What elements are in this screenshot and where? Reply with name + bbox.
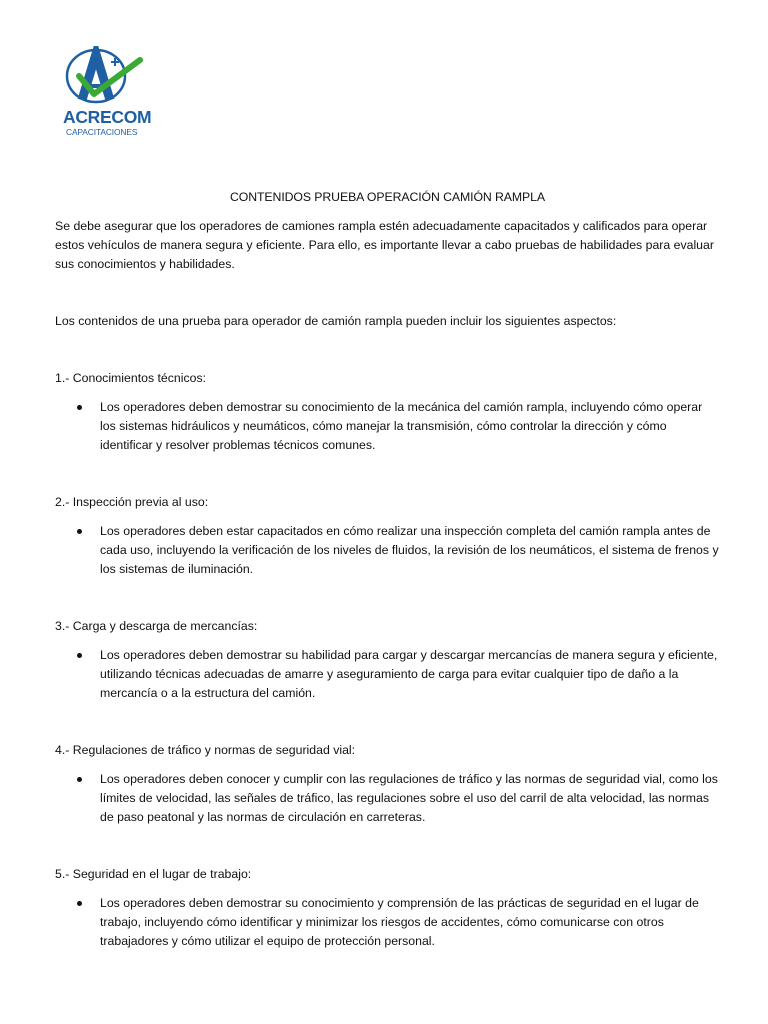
list-item: [55, 522, 720, 579]
section-4: [55, 741, 720, 827]
lead-paragraph: Los contenidos de una prueba para operador de camión rampla pueden incluir los siguientes aspectos:: [55, 314, 617, 328]
bullet-list: [55, 770, 720, 827]
section-1: [55, 369, 720, 455]
list-item: [55, 894, 720, 951]
bullet-list: [55, 398, 720, 455]
bullet-text: Los operadores deben estar capacitados en cómo realizar una inspección completa del camión rampla antes de cada uso, incluyendo la verificación de los niveles de fluidos, la revisión de los neumáticos, el sistema de frenos y los sistemas de iluminación.: [100, 524, 719, 576]
bullet-text: Los operadores deben demostrar su conocimiento de la mecánica del camión rampla, incluyendo cómo operar los sistemas hidráulicos y neumáticos, cómo manejar la transmisión, cómo controlar la dirección y cómo identificar y resolver problemas técnicos comunes.: [100, 400, 703, 452]
logo-name: ACRECOM: [63, 107, 152, 127]
section-heading: 3.- Carga y descarga de mercancías:: [55, 619, 258, 633]
bullet-icon: [77, 653, 82, 658]
bullet-text: Los operadores deben conocer y cumplir con las regulaciones de tráfico y las normas de seguridad vial, como los límites de velocidad, las señales de tráfico, las regulaciones sobre el uso del carril de alta velocidad, las normas de paso peatonal y las normas de circulación en carreteras.: [100, 772, 718, 824]
intro-paragraph: Se debe asegurar que los operadores de camiones rampla estén adecuadamente capacitados y calificados para operar estos vehículos de manera segura y eficiente. Para ello, es importante llevar a cabo pruebas de habilidades para evaluar sus conocimientos y habilidades.: [55, 219, 714, 271]
bullet-icon: [77, 405, 82, 410]
document-body: [55, 188, 720, 951]
document-title: CONTENIDOS PRUEBA OPERACIÓN CAMIÓN RAMPLA: [230, 190, 545, 204]
section-heading: 2.- Inspección previa al uso:: [55, 495, 209, 509]
bullet-list: [55, 646, 720, 703]
logo-subtitle: CAPACITACIONES: [66, 127, 138, 137]
section-heading: 1.- Conocimientos técnicos:: [55, 371, 207, 385]
bullet-icon: [77, 529, 82, 534]
bullet-icon: [77, 777, 82, 782]
section-2: [55, 493, 720, 579]
bullet-list: [55, 894, 720, 951]
bullet-list: [55, 522, 720, 579]
list-item: [55, 646, 720, 703]
company-logo: [60, 46, 160, 146]
section-3: [55, 617, 720, 703]
section-5: [55, 865, 720, 951]
bullet-text: Los operadores deben demostrar su conocimiento y comprensión de las prácticas de seguridad en el lugar de trabajo, incluyendo cómo identificar y minimizar los riesgos de accidentes, cómo comunicarse con otros trabajadores y cómo utilizar el equipo de protección personal.: [100, 896, 699, 948]
bullet-text: Los operadores deben demostrar su habilidad para cargar y descargar mercancías de manera segura y eficiente, utilizando técnicas adecuadas de amarre y aseguramiento de carga para evitar cualquier tipo de daño a la mercancía o a la estructura del camión.: [100, 648, 718, 700]
list-item: [55, 770, 720, 827]
acrecom-logo-icon: [60, 46, 160, 110]
section-heading: 5.- Seguridad en el lugar de trabajo:: [55, 867, 252, 881]
list-item: [55, 398, 720, 455]
section-heading: 4.- Regulaciones de tráfico y normas de seguridad vial:: [55, 743, 356, 757]
bullet-icon: [77, 901, 82, 906]
